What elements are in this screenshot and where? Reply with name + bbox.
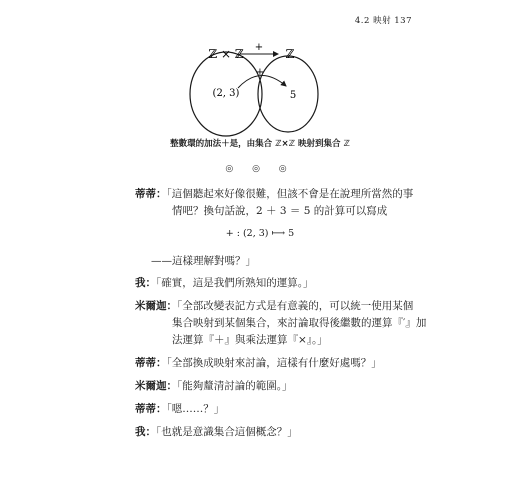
- dialogue-line-2: ——這樣理解對嗎？」: [151, 255, 256, 267]
- dialogue-line-4-cont: 集合映射到某個集合，來討論取得後繼數的運算『′』加: [172, 317, 427, 329]
- dialogue-text: 「這個聽起來好像很難，但該不會是在說理所當然的事: [166, 188, 414, 200]
- dialogue-line-6: [135, 378, 293, 393]
- speaker-label: 我：: [135, 277, 156, 289]
- dialogue-line-3: [135, 275, 314, 290]
- section-separator: ◎ ◎ ◎: [225, 164, 295, 174]
- dialogue-text: 「全部改變表記方式是有意義的，可以統一使用某個: [177, 300, 414, 312]
- dialogue-line-4-cont2: 法運算『＋』與乘法運算『×』。」: [172, 334, 328, 346]
- element-image: 5: [289, 90, 297, 101]
- dialogue-line-4: [135, 298, 413, 313]
- dialogue-text: 「也就是意識集合這個概念？」: [156, 426, 298, 438]
- dialogue-line-1: [135, 186, 413, 201]
- speaker-label: 蒂蒂：: [135, 403, 167, 415]
- mapping-diagram: [160, 38, 360, 138]
- dialogue-line-5: [135, 355, 382, 370]
- codomain-label: ℤ: [285, 47, 295, 61]
- dialogue-text: 「嗯……？」: [166, 403, 225, 415]
- dialogue-text: 「能夠釐清討論的範圍。」: [177, 380, 293, 392]
- speaker-label: 米爾迦：: [135, 380, 177, 392]
- formula: + : (2, 3) ⟼ 5: [225, 228, 295, 239]
- dialogue-text: 「全部換成映射來討論，這樣有什麼好處嗎？」: [166, 357, 382, 369]
- element-map-plus: +: [255, 67, 265, 78]
- speaker-label: 我：: [135, 426, 156, 438]
- speaker-label: 米爾迦：: [135, 300, 177, 312]
- speaker-label: 蒂蒂：: [135, 357, 167, 369]
- figure-caption: 整數環的加法＋是，由集合 ℤ×ℤ 映射到集合 ℤ: [170, 139, 350, 149]
- dialogue-line-7: [135, 401, 224, 416]
- running-header: 4.2 映射 137: [354, 16, 412, 26]
- speaker-label: 蒂蒂：: [135, 188, 167, 200]
- element-pair: (2, 3): [212, 88, 240, 99]
- dialogue-line-8: [135, 424, 298, 439]
- dialogue-text: 「確實，這是我們所熟知的運算。」: [156, 277, 314, 289]
- codomain-set-ellipse: [255, 56, 318, 132]
- set-map-plus: +: [254, 42, 264, 53]
- domain-label: ℤ × ℤ: [208, 47, 244, 61]
- dialogue-line-1-cont: 情吧？換句話說，2 ＋ 3 ＝ 5 的計算可以寫成: [172, 205, 388, 217]
